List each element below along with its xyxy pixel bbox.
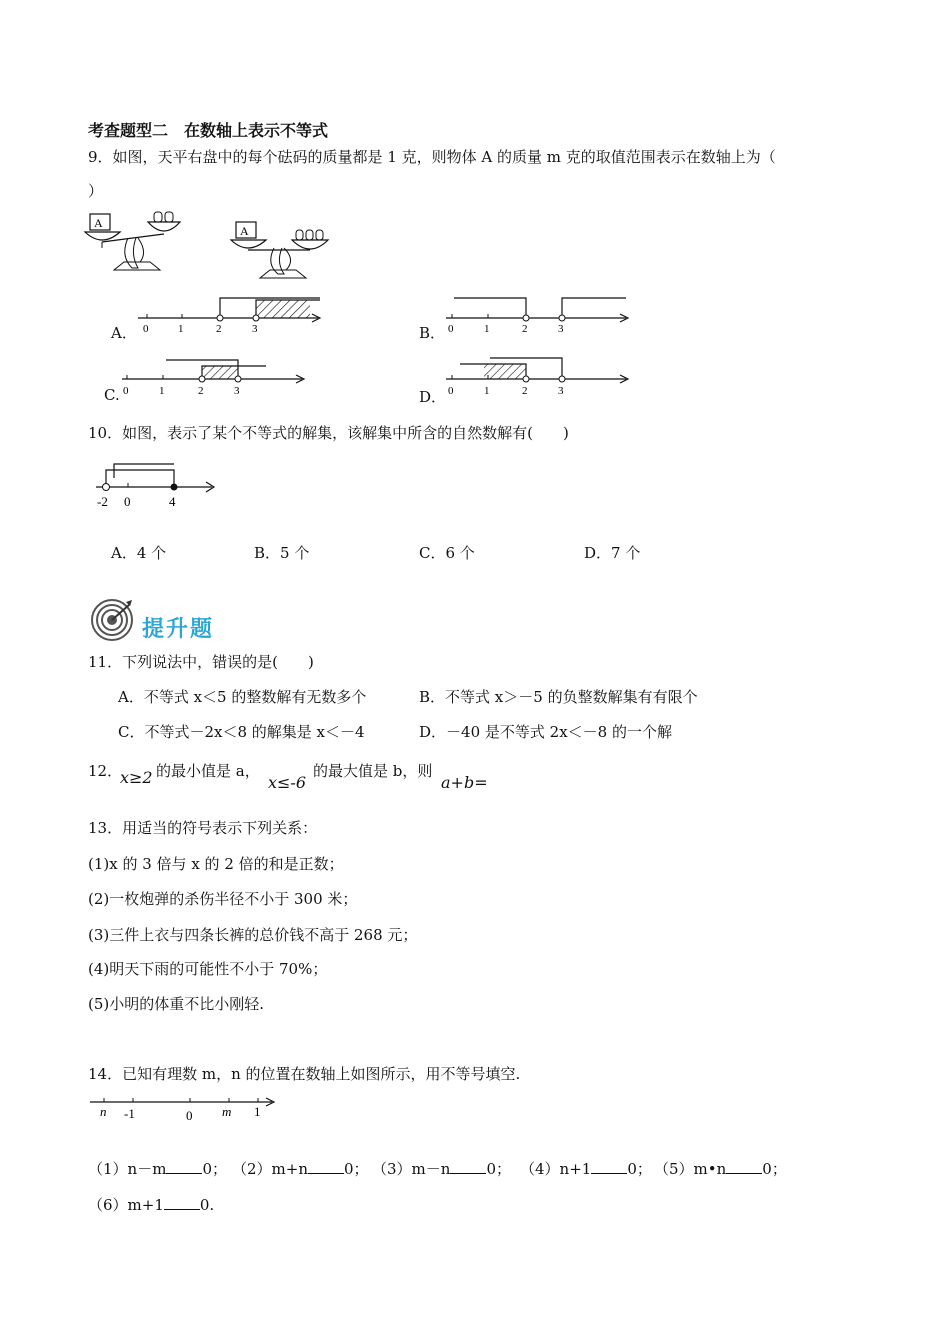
q14-label-minus1: -1 — [124, 1106, 135, 1121]
tick-label: 1 — [159, 385, 165, 397]
q9-stem: 9．如图，天平右盘中的每个砝码的质量都是 1 克，则物体 A 的质量 m 克的取值范围表示在数轴上为（ — [88, 148, 776, 166]
number-line-a — [130, 290, 330, 340]
q14-item-1-expr: （1）n－m — [88, 1160, 167, 1178]
balance-scale-figure-1 — [80, 208, 190, 286]
q13-item-5: (5)小明的体重不比小刚轻. — [88, 995, 265, 1013]
answer-blank-2[interactable] — [308, 1161, 344, 1174]
q12-text-2: 的最大值是 b，则 — [313, 762, 433, 780]
tick-label: 0 — [448, 323, 454, 335]
tick-label: 3 — [252, 323, 258, 335]
number-line-b — [440, 290, 640, 340]
q14-label-m: m — [222, 1104, 232, 1119]
target-icon — [90, 598, 134, 642]
q14-number-line — [88, 1092, 284, 1128]
tick-label: 0 — [143, 323, 149, 335]
q14-item-4-suffix: 0； — [627, 1160, 652, 1178]
section-title: 考查题型二 在数轴上表示不等式 — [88, 121, 329, 140]
q10-tick-label: 4 — [169, 494, 176, 509]
tick-label: 2 — [522, 385, 528, 397]
q10-number-line — [92, 456, 222, 514]
q14-label-0: 0 — [186, 1108, 193, 1123]
q9-option-d[interactable]: D． — [419, 388, 447, 406]
q10-option-d[interactable]: D．7 个 — [584, 544, 641, 562]
q12-expr-3: a+b= — [441, 773, 488, 792]
balance-scale-figure-2 — [226, 208, 338, 288]
q11-option-b[interactable]: B．不等式 x＞－5 的负整数解集有有限个 — [419, 688, 698, 706]
answer-blank-4[interactable] — [591, 1161, 627, 1174]
q13-item-3: (3)三件上衣与四条长裤的总价钱不高于 268 元； — [88, 926, 418, 944]
balance-label-a-2: A — [240, 224, 249, 238]
answer-blank-3[interactable] — [450, 1161, 486, 1174]
balance-label-a-1: A — [94, 216, 103, 230]
q13-item-4: (4)明天下雨的可能性不小于 70%； — [88, 960, 328, 978]
q14-item-3 — [372, 1158, 511, 1179]
q14-label-n: n — [100, 1104, 107, 1119]
q12-number: 12． — [88, 762, 123, 780]
q10-option-b[interactable]: B．5 个 — [254, 544, 310, 562]
q14-item-6-suffix: 0. — [199, 1196, 215, 1214]
q14-item-6 — [88, 1194, 214, 1215]
q14-item-1 — [88, 1158, 227, 1179]
q14-item-5-suffix: 0； — [762, 1160, 787, 1178]
q10-tick-label: 0 — [124, 494, 131, 509]
q12-expr-1: x≥2 — [120, 768, 153, 787]
q10-stem: 10．如图，表示了某个不等式的解集，该解集中所含的自然数解有( ) — [88, 424, 569, 442]
q11-option-a[interactable]: A．不等式 x＜5 的整数解有无数多个 — [118, 688, 367, 706]
q10-tick-label: -2 — [97, 494, 108, 509]
q9-option-a[interactable]: A． — [111, 324, 137, 342]
tick-label: 3 — [234, 385, 240, 397]
number-line-d — [440, 352, 640, 402]
number-line-c — [118, 352, 318, 402]
tick-label: 1 — [484, 323, 490, 335]
q14-item-3-suffix: 0； — [486, 1160, 511, 1178]
q14-item-2-expr: （2）m+n — [232, 1160, 308, 1178]
q11-option-d[interactable]: D．－40 是不等式 2x＜－8 的一个解 — [419, 723, 672, 741]
tick-label: 3 — [558, 323, 564, 335]
q9-option-b[interactable]: B． — [419, 324, 446, 342]
q12-text-1: 的最小值是 a， — [156, 762, 260, 780]
q12-expr-2: x≤-6 — [268, 773, 307, 792]
tick-label: 2 — [216, 323, 222, 335]
tick-label: 2 — [522, 323, 528, 335]
q9-stem-cont: ） — [88, 182, 104, 200]
q13-stem: 13．用适当的符号表示下列关系： — [88, 819, 318, 837]
q14-item-3-expr: （3）m－n — [372, 1160, 451, 1178]
tick-label: 0 — [448, 385, 454, 397]
q11-option-c[interactable]: C．不等式－2x＜8 的解集是 x＜－4 — [118, 723, 365, 741]
q14-item-4 — [520, 1158, 652, 1179]
tick-label: 1 — [484, 385, 490, 397]
q14-item-4-expr: （4）n+1 — [520, 1160, 592, 1178]
tick-label: 2 — [198, 385, 204, 397]
q14-item-5 — [654, 1158, 787, 1179]
answer-blank-5[interactable] — [726, 1161, 762, 1174]
banner-title: 提升题 — [142, 617, 215, 642]
q11-stem: 11．下列说法中，错误的是( ) — [88, 653, 314, 671]
q14-item-2-suffix: 0； — [344, 1160, 369, 1178]
q14-item-5-expr: （5）m•n — [654, 1160, 727, 1178]
answer-blank-6[interactable] — [164, 1197, 200, 1210]
q14-label-1: 1 — [254, 1104, 261, 1119]
q14-item-2 — [232, 1158, 369, 1179]
q14-stem: 14．已知有理数 m，n 的位置在数轴上如图所示，用不等号填空. — [88, 1065, 521, 1083]
q13-item-2: (2)一枚炮弹的杀伤半径不小于 300 米； — [88, 890, 358, 908]
q13-item-1: (1)x 的 3 倍与 x 的 2 倍的和是正数； — [88, 855, 344, 873]
tick-label: 3 — [558, 385, 564, 397]
q14-item-6-expr: （6）m+1 — [88, 1196, 164, 1214]
q9-option-c[interactable]: C. — [104, 386, 120, 404]
answer-blank-1[interactable] — [166, 1161, 202, 1174]
q14-item-1-suffix: 0； — [202, 1160, 227, 1178]
q10-option-c[interactable]: C．6 个 — [419, 544, 475, 562]
tick-label: 0 — [123, 385, 129, 397]
tick-label: 1 — [178, 323, 184, 335]
q10-option-a[interactable]: A．4 个 — [111, 544, 167, 562]
